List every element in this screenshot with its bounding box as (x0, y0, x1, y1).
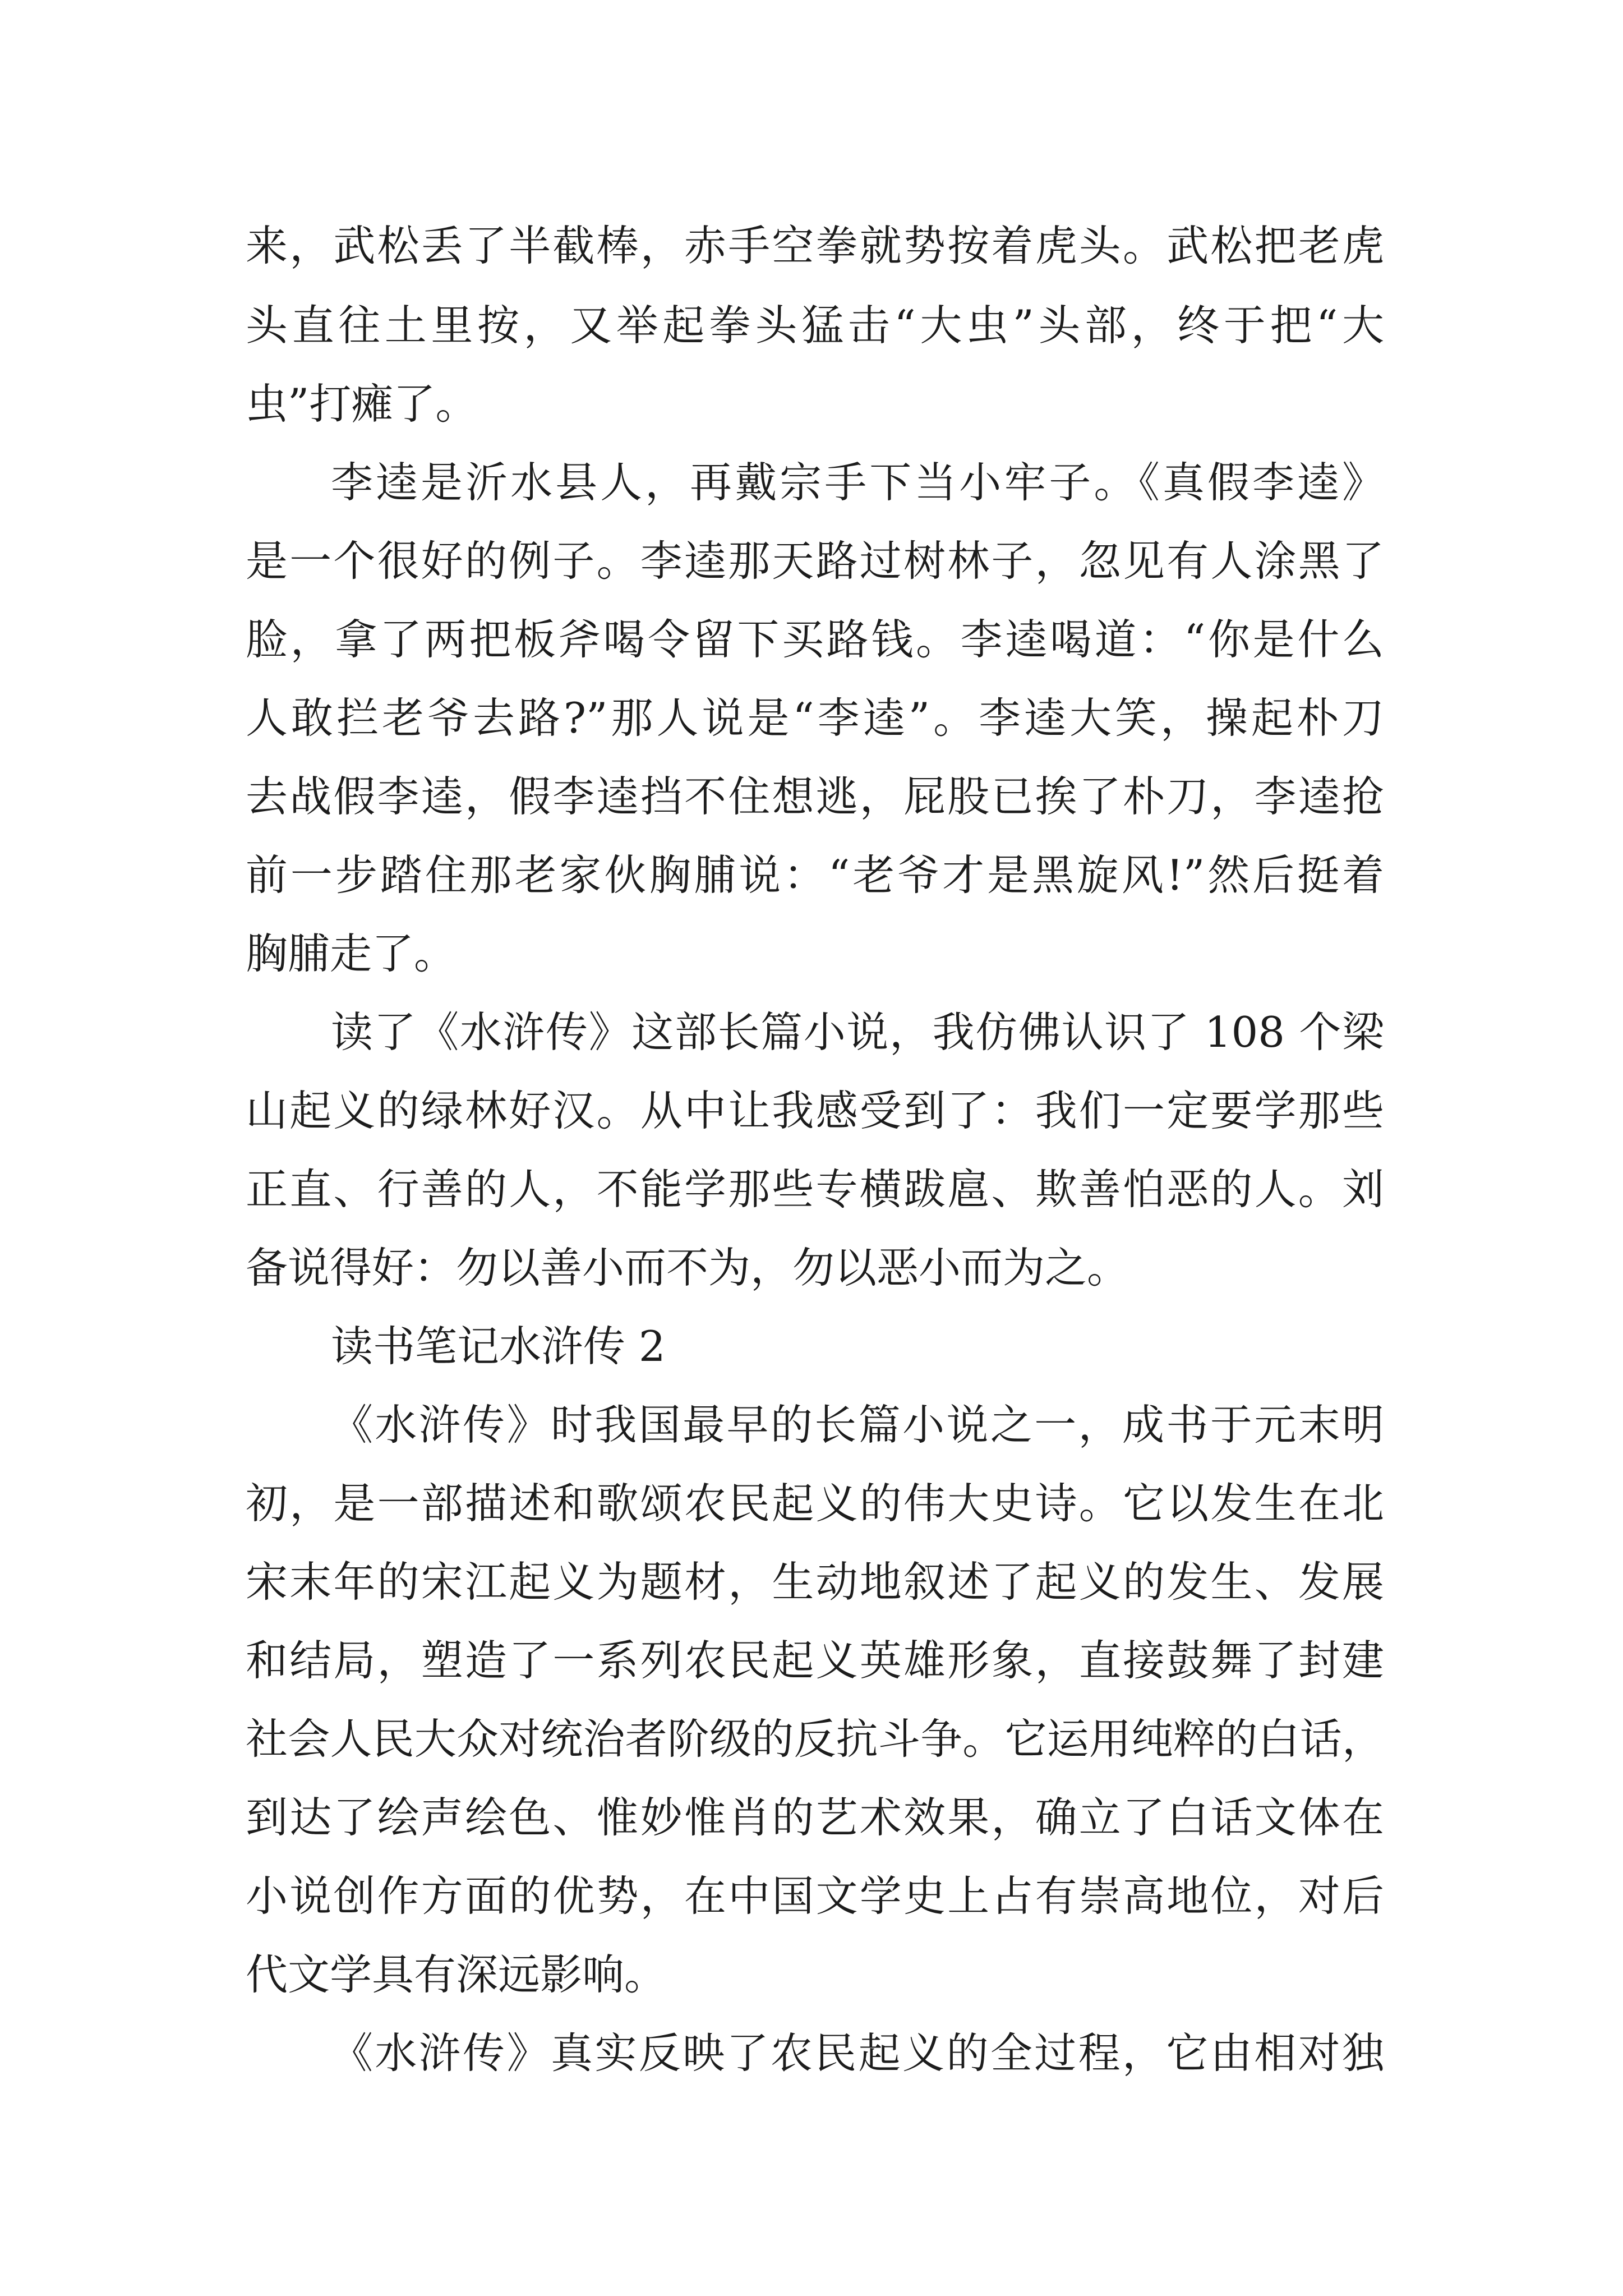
text-line: 备说得好：勿以善小而不为，勿以恶小而为之。 (246, 1243, 1129, 1292)
text-line: 人敢拦老爷去路?”那人说是“李逵”。李逵大笑，操起朴刀 (246, 693, 1384, 743)
text-line: 宋末年的宋江起义为题材，生动地叙述了起义的发生、发展 (246, 1557, 1384, 1607)
text-line: 代文学具有深远影响。 (246, 1950, 667, 1999)
text-line: 来，武松丢了半截棒，赤手空拳就势按着虎头。武松把老虎 (246, 221, 1384, 270)
text-line: 脸，拿了两把板斧喝令留下买路钱。李逵喝道：“你是什么 (246, 615, 1384, 664)
text-line: 初，是一部描述和歌颂农民起义的伟大史诗。它以发生在北 (246, 1479, 1384, 1528)
paragraph-first-line: 《水浒传》真实反映了农民起义的全过程，它由相对独 (331, 2028, 1384, 2078)
section-heading: 读书笔记水浒传 2 (331, 1322, 666, 1371)
paragraph-first-line: 李逵是沂水县人，再戴宗手下当小牢子。《真假李逵》 (331, 458, 1384, 507)
paragraph-first-line: 读了《水浒传》这部长篇小说，我仿佛认识了 108 个梁 (331, 1007, 1384, 1057)
text-line: 胸脯走了。 (246, 929, 457, 978)
text-line: 到达了绘声绘色、惟妙惟肖的艺术效果，确立了白话文体在 (246, 1793, 1384, 1842)
text-line: 虫”打瘫了。 (246, 379, 478, 429)
text-line: 头直往土里按，又举起拳头猛击“大虫”头部，终于把“大 (246, 301, 1384, 350)
paragraph-first-line: 《水浒传》时我国最早的长篇小说之一，成书于元末明 (331, 1400, 1384, 1450)
text-line: 正直、行善的人，不能学那些专横跋扈、欺善怕恶的人。刘 (246, 1165, 1384, 1214)
text-line: 小说创作方面的优势，在中国文学史上占有崇高地位，对后 (246, 1871, 1384, 1921)
text-line: 前一步踏住那老家伙胸脯说：“老爷才是黑旋风!”然后挺着 (246, 850, 1384, 900)
text-line: 是一个很好的例子。李逵那天路过树林子，忽见有人涂黑了 (246, 536, 1384, 586)
text-line: 去战假李逵，假李逵挡不住想逃，屁股已挨了朴刀，李逵抢 (246, 772, 1384, 821)
text-line: 社会人民大众对统治者阶级的反抗斗争。它运用纯粹的白话， (246, 1714, 1384, 1764)
text-line: 山起义的绿林好汉。从中让我感受到了：我们一定要学那些 (246, 1086, 1384, 1135)
text-line: 和结局，塑造了一系列农民起义英雄形象，直接鼓舞了封建 (246, 1636, 1384, 1685)
